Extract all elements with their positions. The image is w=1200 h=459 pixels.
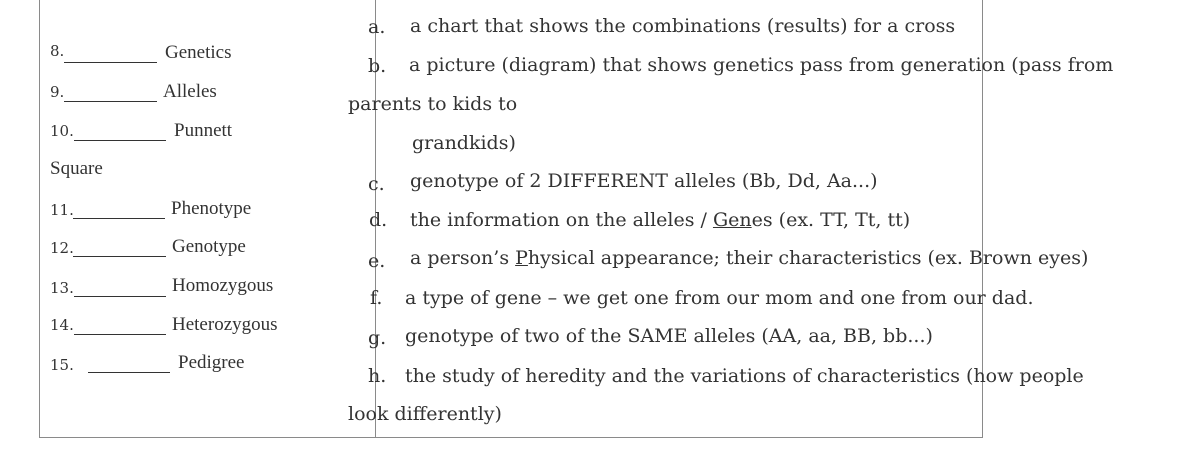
answer-blank[interactable] <box>74 334 166 335</box>
definition-text: a picture (diagram) that shows genetics pass from generation (pass from <box>409 54 1114 76</box>
definition-text-continuation: grandkids) <box>412 132 516 154</box>
definition-text: a type of gene – we get one from our mom and one from our dad. <box>405 287 1034 309</box>
term-label-continuation: Square <box>50 158 103 179</box>
item-number: 9. <box>50 83 65 101</box>
definition-text: a chart that shows the combinations (results) for a cross <box>410 15 956 37</box>
term-label: Punnett <box>174 120 233 141</box>
definition-letter: c. <box>368 173 385 195</box>
definition-letter: g. <box>368 327 387 349</box>
answer-blank[interactable] <box>88 372 170 373</box>
term-label: Homozygous <box>172 275 274 296</box>
definition-letter: h. <box>368 365 387 387</box>
definition-letter: a. <box>368 16 386 38</box>
definition-text: the information on the alleles / Genes (ex. TT, Tt, tt) <box>410 209 911 231</box>
term-label: Heterozygous <box>172 314 278 335</box>
term-label: Phenotype <box>171 198 252 219</box>
definition-letter: f. <box>370 287 383 309</box>
definition-letter: b. <box>368 55 387 77</box>
item-number: 10. <box>50 122 74 140</box>
item-number: 14. <box>50 316 74 334</box>
answer-blank[interactable] <box>73 256 166 257</box>
definition-text-continuation: look differently) <box>348 403 502 425</box>
definition-text-continuation: parents to kids to <box>348 93 518 115</box>
answer-blank[interactable] <box>74 296 166 297</box>
term-label: Pedigree <box>178 352 245 373</box>
term-label: Genetics <box>165 42 232 63</box>
definition-text: genotype of two of the SAME alleles (AA, aa, BB, bb...) <box>405 325 933 347</box>
item-number: 11. <box>50 201 74 219</box>
answer-blank[interactable] <box>64 62 157 63</box>
term-label: Genotype <box>172 236 246 257</box>
term-label: Alleles <box>163 81 217 102</box>
answer-blank[interactable] <box>64 101 157 102</box>
definition-text: a person’s Physical appearance; their characteristics (ex. Brown eyes) <box>410 247 1089 269</box>
item-number: 15. <box>50 356 74 374</box>
definition-letter: d. <box>369 209 388 231</box>
answer-blank[interactable] <box>74 140 166 141</box>
definition-text: genotype of 2 DIFFERENT alleles (Bb, Dd, Aa...) <box>410 170 878 192</box>
item-number: 12. <box>50 239 74 257</box>
item-number: 8. <box>50 42 65 60</box>
item-number: 13. <box>50 279 74 297</box>
definition-letter: e. <box>368 250 386 272</box>
answer-blank[interactable] <box>73 218 165 219</box>
definition-text: the study of heredity and the variations of characteristics (how people <box>405 365 1084 387</box>
